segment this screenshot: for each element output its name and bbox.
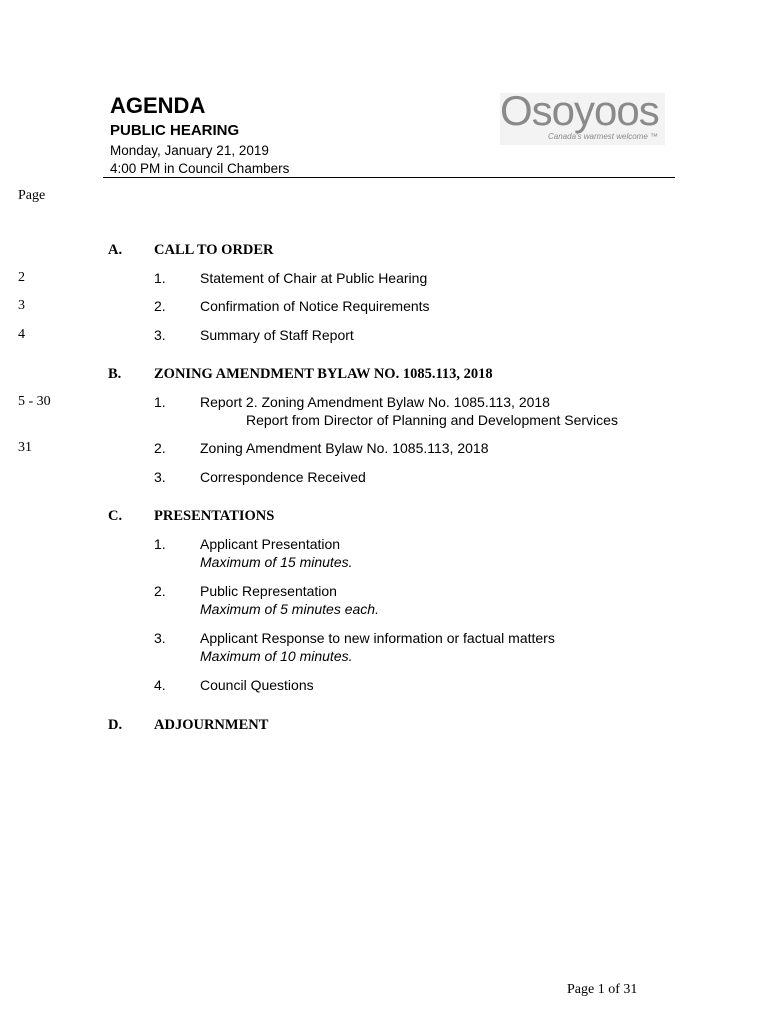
page-number: 2 — [18, 270, 25, 285]
document-title: AGENDA — [110, 93, 206, 118]
page-number: 3 — [18, 298, 25, 313]
item-number: 2. — [154, 298, 166, 314]
page-footer: Page 1 of 31 — [567, 982, 638, 997]
meeting-date: Monday, January 21, 2019 — [110, 143, 269, 158]
agenda-item: Report 2. Zoning Amendment Bylaw No. 1085.113, 2018 — [200, 394, 550, 410]
section-title-a: CALL TO ORDER — [154, 242, 274, 258]
agenda-item: Statement of Chair at Public Hearing — [200, 270, 428, 286]
page-number: 31 — [18, 440, 32, 455]
agenda-item-subtitle: Report from Director of Planning and Development Services — [246, 412, 618, 428]
section-title-d: ADJOURNMENT — [154, 717, 269, 733]
item-number: 2. — [154, 583, 166, 599]
agenda-item: Zoning Amendment Bylaw No. 1085.113, 2018 — [200, 440, 489, 456]
meeting-time-location: 4:00 PM in Council Chambers — [110, 161, 290, 176]
item-number: 2. — [154, 440, 166, 456]
agenda-item: Applicant Response to new information or factual matters — [200, 630, 555, 646]
section-title-c: PRESENTATIONS — [154, 508, 275, 524]
item-number: 1. — [154, 270, 166, 286]
header-rule — [103, 177, 675, 178]
agenda-item: Summary of Staff Report — [200, 327, 354, 343]
item-number: 3. — [154, 327, 166, 343]
document-subtitle: PUBLIC HEARING — [110, 122, 240, 139]
section-letter-d: D. — [108, 717, 123, 733]
section-letter-b: B. — [108, 366, 122, 382]
item-number: 3. — [154, 630, 166, 646]
section-letter-a: A. — [108, 242, 123, 258]
item-number: 1. — [154, 394, 166, 410]
agenda-item: Public Representation — [200, 583, 337, 599]
item-number: 1. — [154, 536, 166, 552]
agenda-item-note: Maximum of 15 minutes. — [200, 554, 353, 570]
item-number: 3. — [154, 469, 166, 485]
page-number: 5 - 30 — [18, 394, 51, 409]
agenda-item: Confirmation of Notice Requirements — [200, 298, 430, 314]
section-letter-c: C. — [108, 508, 123, 524]
osoyoos-logo: Osoyoos Canada's warmest welcome ™ — [500, 93, 665, 145]
agenda-item-note: Maximum of 10 minutes. — [200, 648, 353, 664]
agenda-item-note: Maximum of 5 minutes each. — [200, 601, 379, 617]
section-title-b: ZONING AMENDMENT BYLAW NO. 1085.113, 2018 — [154, 366, 493, 382]
agenda-item: Correspondence Received — [200, 469, 366, 485]
item-number: 4. — [154, 677, 166, 693]
page-number: 4 — [18, 327, 25, 342]
agenda-item: Applicant Presentation — [200, 536, 341, 552]
page-column-header: Page — [18, 188, 46, 203]
agenda-item: Council Questions — [200, 677, 314, 693]
